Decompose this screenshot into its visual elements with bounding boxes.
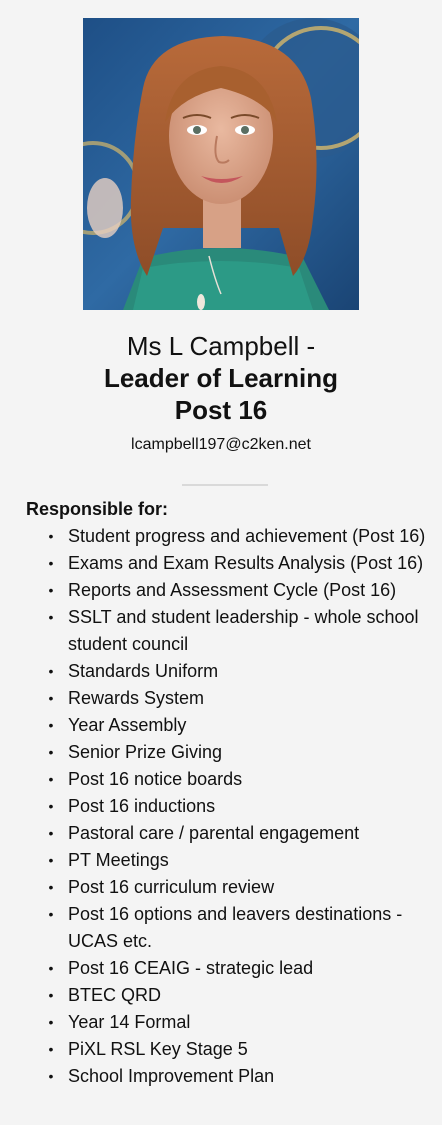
list-item <box>46 604 436 658</box>
list-item-text: Senior Prize Giving <box>68 742 223 762</box>
list-item-text: Post 16 curriculum review <box>68 877 275 897</box>
bullet-icon: • <box>48 1068 54 1084</box>
list-item <box>46 739 436 766</box>
list-item <box>46 793 436 820</box>
section-divider <box>182 484 268 486</box>
list-item-text: Year Assembly <box>68 715 187 735</box>
list-item-text: BTEC QRD <box>68 985 162 1005</box>
list-item <box>46 766 436 793</box>
bullet-icon: • <box>48 960 54 976</box>
list-item-text: Post 16 notice boards <box>68 769 243 789</box>
list-item <box>46 550 436 577</box>
staff-name: Ms L Campbell - <box>126 331 316 361</box>
list-item <box>46 577 436 604</box>
list-item <box>46 712 436 739</box>
list-item-text: Reports and Assessment Cycle (Post 16) <box>68 580 397 600</box>
bullet-icon: • <box>48 1041 54 1057</box>
list-item-text: Year 14 Formal <box>68 1012 191 1032</box>
list-item <box>46 820 436 847</box>
list-item <box>46 874 436 901</box>
list-item-text: Student progress and achievement (Post 16) <box>68 526 426 546</box>
portrait-illustration <box>83 18 359 310</box>
list-item <box>46 901 436 955</box>
list-item <box>46 955 436 982</box>
bullet-icon: • <box>48 852 54 868</box>
name-block <box>0 330 442 456</box>
list-item <box>46 1009 436 1036</box>
list-item <box>46 685 436 712</box>
list-item-text: Post 16 CEAIG - strategic lead <box>68 958 314 978</box>
bullet-icon: • <box>48 798 54 814</box>
responsibilities-list <box>46 523 436 1090</box>
bullet-icon: • <box>48 690 54 706</box>
bullet-icon: • <box>48 582 54 598</box>
bullet-icon: • <box>48 771 54 787</box>
bullet-icon: • <box>48 987 54 1003</box>
bullet-icon: • <box>48 555 54 571</box>
role-title-line-1: Leader of Learning <box>103 363 339 393</box>
list-item-text: Post 16 options and leavers destinations - UCAS etc. <box>68 904 403 951</box>
bullet-icon: • <box>48 1014 54 1030</box>
list-item-text: Standards Uniform <box>68 661 219 681</box>
list-item-text: School Improvement Plan <box>68 1066 275 1086</box>
bullet-icon: • <box>48 744 54 760</box>
list-item-text: PT Meetings <box>68 850 169 870</box>
responsibilities-heading: Responsible for: <box>26 499 169 519</box>
list-item <box>46 523 436 550</box>
bullet-icon: • <box>48 717 54 733</box>
bullet-icon: • <box>48 879 54 895</box>
list-item <box>46 982 436 1009</box>
bullet-icon: • <box>48 528 54 544</box>
list-item-text: Exams and Exam Results Analysis (Post 16) <box>68 553 424 573</box>
list-item <box>46 1036 436 1063</box>
list-item-text: Pastoral care / parental engagement <box>68 823 360 843</box>
list-item-text: SSLT and student leadership - whole school student council <box>68 607 419 654</box>
bullet-icon: • <box>48 825 54 841</box>
list-item <box>46 1063 436 1090</box>
list-item <box>46 658 436 685</box>
list-item-text: PiXL RSL Key Stage 5 <box>68 1039 248 1059</box>
list-item <box>46 847 436 874</box>
portrait-photo <box>83 18 359 310</box>
bullet-icon: • <box>48 609 54 625</box>
list-item-text: Rewards System <box>68 688 205 708</box>
bullet-icon: • <box>48 663 54 679</box>
email-address[interactable]: lcampbell197@c2ken.net <box>131 436 311 453</box>
list-item-text: Post 16 inductions <box>68 796 216 816</box>
bullet-icon: • <box>48 906 54 922</box>
role-title-line-2: Post 16 <box>174 395 268 425</box>
